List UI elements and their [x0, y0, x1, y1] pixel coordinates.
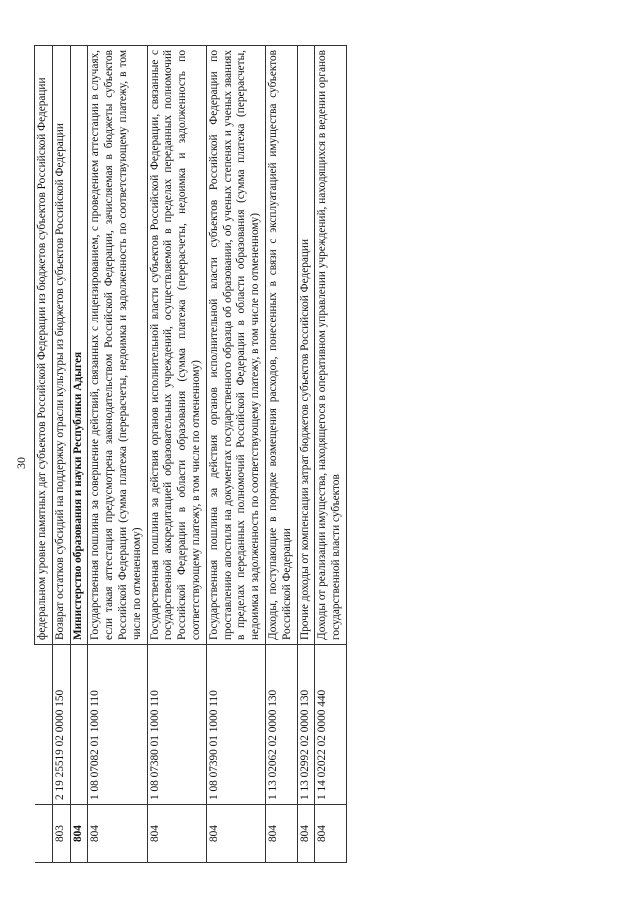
kbk-code-cell: 1 14 02022 02 0000 440 [315, 645, 347, 805]
kbk-code-cell: 1 13 02992 02 0000 130 [297, 645, 315, 805]
description-cell: Доходы, поступающие в порядке возмещения расходов, понесенных в связи с эксплуатацией имущества субъектов Российской Федерации [265, 46, 297, 645]
kbk-code-cell: 2 19 25519 02 0000 150 [52, 645, 70, 805]
description-cell: Государственная пошлина за действия органов исполнительной власти субъектов Российской Федерации по проставлению апостиля на документах государственного образца об образовании, об ученых степенях и ученых званиях в пределах переданных полномочий Российской Федерации в области образования (сумма платежа (перерасчеты, недоимка и задолженность по соответствующему платежу, в том числе по отмененному) [206, 46, 265, 645]
admin-code-cell: 804 [265, 805, 297, 863]
admin-code-cell: 804 [147, 805, 206, 863]
description-cell: Доходы от реализации имущества, находящегося в оперативном управлении учреждений, находящихся в ведении органов государственной власти субъектов [315, 46, 347, 645]
description-cell: Государственная пошлина за совершение действий, связанных с лицензированием, с проведением аттестации в случаях, если такая аттестация предусмотрена законодательством Российской Федерации, зачисляемая в бюджеты субъектов Российской Федерации (сумма платежа (перерасчеты, недоимка и задолженность по соответствующему платежу, в том числе по отмененному) [88, 46, 147, 645]
kbk-code-cell: 1 13 02062 02 0000 130 [265, 645, 297, 805]
table-row [265, 46, 297, 863]
table-row [315, 46, 347, 863]
table-row [52, 46, 70, 863]
table-row [88, 46, 147, 863]
table-row [35, 46, 53, 863]
kbk-code-cell [35, 645, 53, 805]
table-row [206, 46, 265, 863]
section-header-row [70, 46, 88, 863]
admin-code-cell [35, 805, 53, 863]
admin-code-cell: 804 [70, 805, 88, 863]
kbk-code-cell: 1 08 07390 01 1000 110 [206, 645, 265, 805]
admin-code-cell: 804 [297, 805, 315, 863]
description-cell: Возврат остатков субсидий на поддержку отрасли культуры из бюджетов субъектов Российской Федерации [52, 46, 70, 645]
admin-code-cell: 804 [206, 805, 265, 863]
table-row [147, 46, 206, 863]
kbk-code-cell [70, 645, 88, 805]
page-number: 30 [14, 457, 28, 469]
description-cell: Государственная пошлина за действия органов исполнительной власти субъектов Российской Федерации, связанные с государственной аккредитацией образовательных учреждений, осуществляемой в пределах переданных полномочий Российской Федерации в области образования (сумма платежа (перерасчеты, недоимка и задолженность по соответствующему платежу, в том числе по отмененному) [147, 46, 206, 645]
section-title: Министерство образования и науки Республики Адыгея [70, 46, 88, 645]
admin-code-cell: 804 [315, 805, 347, 863]
admin-code-cell: 804 [88, 805, 147, 863]
description-cell: Прочие доходы от компенсации затрат бюджетов субъектов Российской Федерации [297, 46, 315, 645]
table-row [297, 46, 315, 863]
kbk-code-cell: 1 08 07082 01 1000 110 [88, 645, 147, 805]
description-cell: федеральном уровне памятных дат субъектов Российской Федерации из бюджетов субъектов Российской Федерации [35, 46, 53, 645]
revenue-codes-table [34, 45, 347, 863]
kbk-code-cell: 1 08 07380 01 1000 110 [147, 645, 206, 805]
admin-code-cell: 803 [52, 805, 70, 863]
